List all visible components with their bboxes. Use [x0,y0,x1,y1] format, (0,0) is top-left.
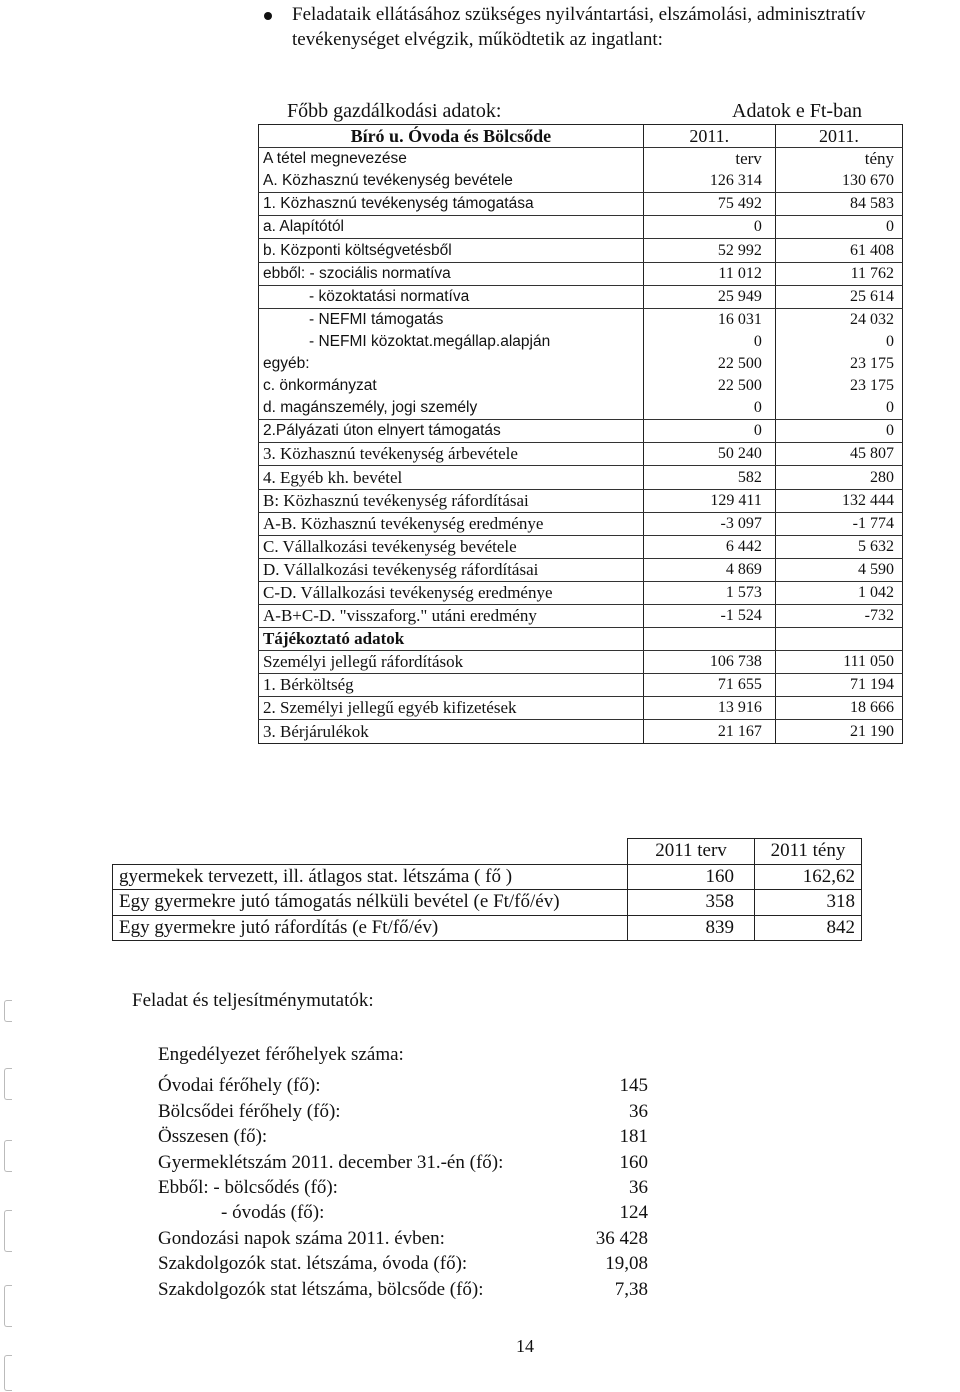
indicator-label: Óvodai férőhely (fő): [158,1075,321,1097]
row-actual: 1 042 [775,581,902,604]
indicator-value: 7,38 [614,1278,648,1300]
indicator-item [158,1226,648,1251]
row-plan: 129 411 [643,489,775,512]
table-row [259,285,903,308]
stats-table [112,838,862,941]
table-row [259,308,903,331]
row-plan: 71 655 [643,674,775,697]
indicator-label: Bölcsődei férőhely (fő): [158,1100,341,1122]
row-plan: 1 573 [643,581,775,604]
indicators-list [158,1042,648,1302]
indicator-value: 19,08 [605,1253,648,1275]
row-label: C. Vállalkozási tevékenység bevétele [259,535,644,558]
stats-plan: 358 [628,890,755,916]
page-number: 14 [516,1336,534,1356]
row-plan: 22 500 [643,353,775,375]
indicator-item [158,1251,648,1276]
main-table-caption: Főbb gazdálkodási adatok: [287,100,502,122]
row-plan: 11 012 [643,262,775,285]
row-actual: 45 807 [775,443,902,466]
row-plan: 0 [643,216,775,239]
row-label: Tájékoztató adatok [259,628,644,651]
table-row [259,239,903,262]
table-row [259,697,903,720]
row-actual: 0 [775,397,902,420]
table-row [259,216,903,239]
row-plan: 50 240 [643,443,775,466]
row-plan: -1 524 [643,604,775,627]
row-actual: 280 [775,466,902,489]
row-plan: 16 031 [643,308,775,331]
row-label: 3. Közhasznú tevékenység árbevétele [259,443,644,466]
row-plan: 75 492 [643,193,775,216]
table-header-row [259,125,903,148]
table-row [259,489,903,512]
row-actual: 130 670 [775,170,902,193]
row-plan: 0 [643,420,775,443]
indicator-item [158,1073,648,1098]
stats-header-row [113,839,862,865]
bullet-icon [264,12,272,20]
indicator-value: 36 [629,1100,648,1122]
row-plan: 22 500 [643,375,775,397]
indicator-value: 160 [619,1151,648,1173]
subheader-col2: tény [775,148,902,171]
table-row [259,651,903,674]
table-row [259,193,903,216]
row-label: A-B. Közhasznú tevékenység eredménye [259,512,644,535]
row-plan: 25 949 [643,285,775,308]
indicator-label: Ebből: - bölcsődés (fő): [158,1176,338,1198]
row-plan: 582 [643,466,775,489]
row-plan: 106 738 [643,651,775,674]
row-label: B: Közhasznú tevékenység ráfordításai [259,489,644,512]
row-plan: 0 [643,331,775,353]
row-plan: 126 314 [643,170,775,193]
stats-label: Egy gyermekre jutó ráfordítás (e Ft/fő/év) [113,915,628,941]
row-label: - NEFMI támogatás [259,308,644,331]
row-actual: 25 614 [775,285,902,308]
stats-row [113,864,862,890]
stats-plan: 839 [628,915,755,941]
row-label: c. önkormányzat [259,375,644,397]
row-actual: 4 590 [775,558,902,581]
stats-actual: 318 [755,890,862,916]
row-label: ebből: - szociális normatíva [259,262,644,285]
row-plan [643,628,775,651]
table-row [259,443,903,466]
row-actual: 18 666 [775,697,902,720]
indicator-label: Szakdolgozók stat. létszáma, óvoda (fő): [158,1253,468,1275]
intro-paragraph [292,2,912,52]
indicator-label: Gyermeklétszám 2011. december 31.-én (fő): [158,1151,504,1173]
indicators-heading [158,1042,648,1067]
scan-mark [4,1210,12,1252]
indicator-value: 145 [619,1075,648,1097]
table-subheader-row [259,148,903,171]
table-row [259,331,903,353]
table-row [259,512,903,535]
row-label: 2. Személyi jellegű egyéb kifizetések [259,697,644,720]
stats-actual: 842 [755,915,862,941]
indicator-value: 181 [619,1126,648,1148]
indicator-item [158,1277,648,1302]
stats-label: gyermekek tervezett, ill. átlagos stat. létszáma ( fő ) [113,864,628,890]
row-label: b. Központi költségvetésből [259,239,644,262]
table-row [259,674,903,697]
row-label: 3. Bérjárulékok [259,720,644,743]
table-row [259,581,903,604]
indicator-label: Szakdolgozók stat létszáma, bölcsőde (fő): [158,1278,484,1300]
subheader-label: A tétel megnevezése [259,148,644,171]
table-row [259,720,903,743]
row-label: 4. Egyéb kh. bevétel [259,466,644,489]
row-actual: 132 444 [775,489,902,512]
row-actual: 0 [775,216,902,239]
indicator-item [158,1175,648,1200]
row-actual: 23 175 [775,353,902,375]
row-label: d. magánszemély, jogi személy [259,397,644,420]
table-row [259,397,903,420]
row-label: A-B+C-D. "visszaforg." utáni eredmény [259,604,644,627]
header-label: Bíró u. Óvoda és Bölcsőde [259,125,644,148]
row-label: 1. Bérköltség [259,674,644,697]
row-label: D. Vállalkozási tevékenység ráfordításai [259,558,644,581]
row-label: - közoktatási normatíva [259,285,644,308]
row-label: - NEFMI közoktat.megállap.alapján [259,331,644,353]
main-table-unit: Adatok e Ft-ban [732,100,862,122]
indicators-heading-label: Engedélyezet férőhelyek száma: [158,1044,404,1065]
indicator-value: 124 [619,1202,648,1224]
table-row [259,262,903,285]
indicators-title: Feladat és teljesítménymutatók: [132,990,374,1011]
indicator-label: - óvodás (fő): [221,1202,325,1224]
indicator-item [158,1099,648,1124]
indicator-value: 36 [629,1176,648,1198]
scan-mark [4,1000,12,1022]
table-row [259,604,903,627]
row-actual: 71 194 [775,674,902,697]
row-actual: 61 408 [775,239,902,262]
row-label: A. Közhasznú tevékenység bevétele [259,170,644,193]
row-actual: 0 [775,420,902,443]
intro-line-2: tevékenységet elvégzik, működtetik az ingatlant: [292,29,663,50]
row-actual: 21 190 [775,720,902,743]
table-row [259,558,903,581]
row-actual [775,628,902,651]
row-plan: -3 097 [643,512,775,535]
stats-header-col1: 2011 terv [628,839,755,865]
intro-line-1: Feladataik ellátásához szükséges nyilvántartási, elszámolási, adminisztratív [292,4,866,25]
scan-mark [4,1140,12,1172]
row-label: 2.Pályázati úton elnyert támogatás [259,420,644,443]
row-actual: 23 175 [775,375,902,397]
row-actual: 11 762 [775,262,902,285]
indicator-value: 36 428 [595,1227,648,1249]
indicator-item [158,1124,648,1149]
row-actual: 84 583 [775,193,902,216]
scan-mark [4,1068,12,1100]
row-actual: 0 [775,331,902,353]
indicator-label: Gondozási napok száma 2011. évben: [158,1227,445,1249]
indicator-item [158,1150,648,1175]
header-col1: 2011. [643,125,775,148]
stats-plan: 160 [628,864,755,890]
row-label: egyéb: [259,353,644,375]
header-col2: 2011. [775,125,902,148]
row-label: a. Alapítótól [259,216,644,239]
row-actual: 5 632 [775,535,902,558]
row-plan: 0 [643,397,775,420]
stats-header-col2: 2011 tény [755,839,862,865]
row-actual: 111 050 [775,651,902,674]
indicator-item [158,1200,648,1225]
row-plan: 4 869 [643,558,775,581]
row-label: C-D. Vállalkozási tevékenység eredménye [259,581,644,604]
indicator-label: Összesen (fő): [158,1126,268,1148]
row-label: Személyi jellegű ráfordítások [259,651,644,674]
row-plan: 6 442 [643,535,775,558]
table-row [259,375,903,397]
row-plan: 52 992 [643,239,775,262]
table-row [259,628,903,651]
table-row [259,170,903,193]
table-row [259,353,903,375]
table-row [259,466,903,489]
scan-mark [4,1355,12,1391]
row-label: 1. Közhasznú tevékenység támogatása [259,193,644,216]
stats-header-empty [113,839,628,865]
table-row [259,535,903,558]
subheader-col1: terv [643,148,775,171]
stats-row [113,890,862,916]
row-plan: 21 167 [643,720,775,743]
row-plan: 13 916 [643,697,775,720]
stats-actual: 162,62 [755,864,862,890]
row-actual: 24 032 [775,308,902,331]
financial-table [258,124,903,744]
table-row [259,420,903,443]
row-actual: -732 [775,604,902,627]
stats-row [113,915,862,941]
stats-label: Egy gyermekre jutó támogatás nélküli bevétel (e Ft/fő/év) [113,890,628,916]
scan-mark [4,1285,12,1327]
row-actual: -1 774 [775,512,902,535]
